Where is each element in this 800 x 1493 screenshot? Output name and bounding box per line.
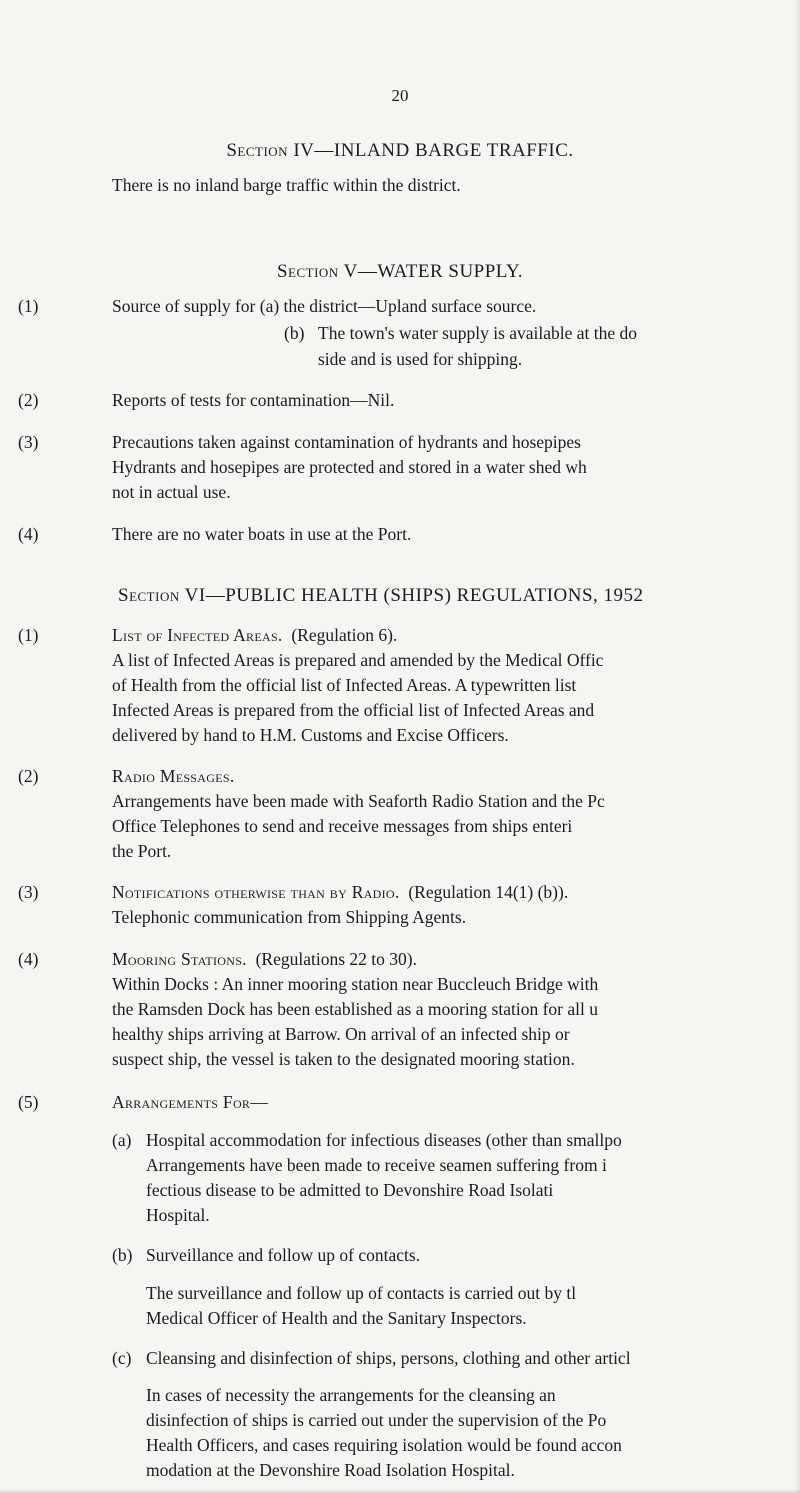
section-4-label: Section IV [226, 140, 315, 161]
section-4-text: There is no inland barge traffic within the district. [112, 175, 461, 195]
section-4-title: INLAND BARGE TRAFFIC. [333, 140, 574, 161]
s5-item-4-number: (4) [18, 524, 39, 544]
s5-item-3-number: (3) [18, 432, 39, 452]
s6-item-5-number: (5) [18, 1092, 39, 1112]
s6-item-4-line2: the Ramsden Dock has been established as a mooring station for all u [112, 999, 598, 1019]
s6-item-2-line2: Office Telephones to send and receive messages from ships enteri [112, 816, 573, 836]
s6-item-4-line1: Within Docks : An inner mooring station near Buccleuch Bridge with [112, 974, 599, 994]
s6-item-5-c-line5: modation at the Devonshire Road Isolation Hospital. [146, 1460, 515, 1480]
s6-item-3-heading-line [112, 881, 568, 904]
section-6-heading [118, 585, 644, 607]
s5-item-1-b-line2: side and is used for shipping. [318, 349, 523, 369]
s6-item-1-line2: of Health from the official list of Infected Areas. A typewritten list [112, 675, 577, 695]
s6-item-5-a-line2: Arrangements have been made to receive seamen suffering from i [146, 1155, 607, 1175]
s5-item-2-number: (2) [18, 390, 39, 410]
s6-item-5-c-line2: In cases of necessity the arrangements for the cleansing an [146, 1385, 556, 1405]
page-bottom-edge [0, 1489, 800, 1493]
s6-item-5-b-line2: The surveillance and follow up of contacts is carried out by tl [146, 1283, 577, 1303]
s6-item-4-ref: (Regulations 22 to 30). [255, 949, 417, 969]
section-4-dash: — [314, 140, 334, 161]
s6-item-5-a-line4: Hospital. [146, 1205, 210, 1225]
section-6-label: Section VI [118, 585, 206, 606]
s6-item-2-heading: Radio Messages. [112, 766, 235, 786]
s6-item-3-ref: (Regulation 14(1) (b)). [408, 882, 569, 902]
s5-item-3-line1: Precautions taken against contamination of hydrants and hosepipes [112, 432, 581, 452]
s6-item-1-line1: A list of Infected Areas is prepared and amended by the Medical Offic [112, 650, 604, 670]
s6-item-1-heading: List of Infected Areas. [112, 625, 283, 645]
s6-item-5-b-label: (b) [112, 1245, 133, 1265]
s5-item-1-text: Source of supply for (a) the district—Upland surface source. [112, 296, 537, 316]
section-5-heading [0, 261, 800, 283]
s6-item-4-number: (4) [18, 949, 39, 969]
s5-item-3-line3: not in actual use. [112, 482, 231, 502]
page-edge-shadow [794, 0, 800, 1493]
s6-item-5-a-line3: fectious disease to be admitted to Devonshire Road Isolati [146, 1180, 554, 1200]
s6-item-5-b-line3: Medical Officer of Health and the Sanitary Inspectors. [146, 1308, 527, 1328]
s6-item-1-ref: (Regulation 6). [291, 625, 398, 645]
s5-item-1-b-label: (b) [284, 323, 305, 343]
s6-item-5-c-line1: Cleansing and disinfection of ships, persons, clothing and other articl [146, 1348, 631, 1368]
section-5-title: WATER SUPPLY. [377, 261, 524, 282]
s6-item-4-heading: Mooring Stations. [112, 949, 247, 969]
s6-item-5-c-label: (c) [112, 1348, 132, 1368]
section-4-heading [0, 140, 800, 162]
section-6-dash: — [205, 585, 226, 606]
s6-item-4-heading-line [112, 948, 417, 971]
s6-item-4-line4: suspect ship, the vessel is taken to the designated mooring station. [112, 1049, 575, 1069]
s6-item-1-number: (1) [18, 625, 39, 645]
s6-item-5-heading: Arrangements For— [112, 1092, 269, 1112]
s5-item-4-text: There are no water boats in use at the Port. [112, 524, 412, 544]
s6-item-5-a-label: (a) [112, 1130, 132, 1150]
s6-item-1-line4: delivered by hand to H.M. Customs and Excise Officers. [112, 725, 509, 745]
s6-item-2-line3: the Port. [112, 841, 172, 861]
s6-item-2-line1: Arrangements have been made with Seaforth Radio Station and the Pc [112, 791, 605, 811]
s6-item-2-number: (2) [18, 766, 39, 786]
page-number: 20 [391, 86, 409, 105]
s6-item-5-a-line1: Hospital accommodation for infectious diseases (other than smallpo [146, 1130, 622, 1150]
s5-item-1-number: (1) [18, 296, 39, 316]
section-5-label: Section V [276, 261, 358, 282]
s6-item-1-line3: Infected Areas is prepared from the official list of Infected Areas and [112, 700, 595, 720]
s6-item-5-c-line3: disinfection of ships is carried out under the supervision of the Po [146, 1410, 607, 1430]
s5-item-1-b-line1: The town's water supply is available at the do [318, 323, 638, 343]
section-6-title: PUBLIC HEALTH (SHIPS) REGULATIONS, 1952 [225, 585, 644, 606]
s6-item-1-heading-line [112, 624, 397, 647]
s6-item-3-line1: Telephonic communication from Shipping Agents. [112, 907, 467, 927]
s6-item-3-heading: Notifications otherwise than by Radio. [112, 882, 400, 902]
s5-item-2-text: Reports of tests for contamination—Nil. [112, 390, 395, 410]
s6-item-4-line3: healthy ships arriving at Barrow. On arrival of an infected ship or [112, 1024, 570, 1044]
s6-item-3-number: (3) [18, 882, 39, 902]
s6-item-5-c-line4: Health Officers, and cases requiring isolation would be found accon [146, 1435, 622, 1455]
s5-item-3-line2: Hydrants and hosepipes are protected and stored in a water shed wh [112, 457, 587, 477]
s6-item-5-b-line1: Surveillance and follow up of contacts. [146, 1245, 421, 1265]
section-5-dash: — [357, 261, 378, 282]
